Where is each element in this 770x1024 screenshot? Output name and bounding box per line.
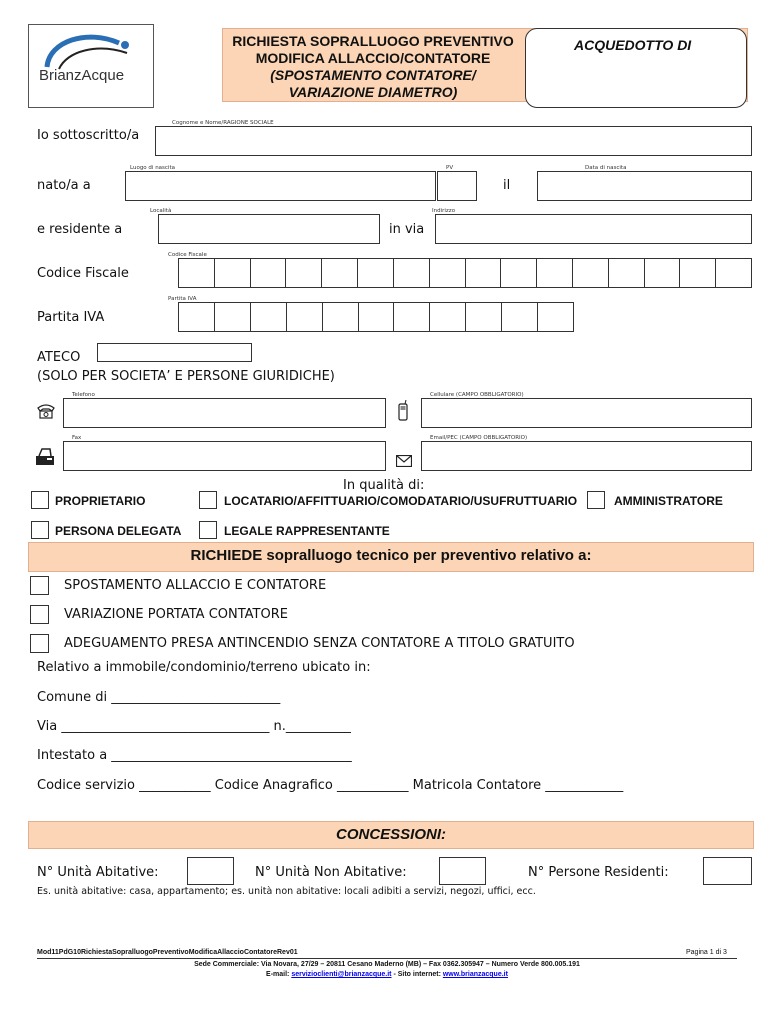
checkbox-spostamento[interactable] (30, 576, 49, 595)
checkbox-legale-rappresentante[interactable] (199, 521, 217, 539)
doc-code: Mod11PdG10RichiestaSopralluogoPreventivoModificaAllaccioContatoreRev01 (37, 949, 298, 956)
pv-hint: PV (446, 165, 454, 171)
logo-text: BrianzAcque (39, 67, 125, 84)
relativo-text: Relativo a immobile/condominio/terreno ubicato in: (37, 660, 371, 675)
acquedotto-field[interactable] (525, 28, 747, 108)
indirizzo-hint: Indirizzo (432, 208, 456, 214)
cellulare-hint: Cellulare (CAMPO OBBLIGATORIO) (430, 392, 524, 398)
unita-non-abitative-label: N° Unità Non Abitative: (255, 865, 407, 880)
fax-icon (35, 448, 55, 466)
qualita-heading: In qualità di: (343, 478, 425, 493)
telephone-icon (36, 403, 56, 419)
label-legale-rappresentante: LEGALE RAPPRESENTANTE (224, 524, 390, 538)
checkbox-adeguamento[interactable] (30, 634, 49, 653)
label-locatario: LOCATARIO/AFFITTUARIO/COMODATARIO/USUFRUTTUARIO (224, 494, 578, 508)
richiede-heading: RICHIEDE sopralluogo tecnico per preventivo relativo a: (190, 547, 592, 564)
label-adeguamento: ADEGUAMENTO PRESA ANTINCENDIO SENZA CONTATORE A TITOLO GRATUITO (64, 636, 575, 651)
cellulare-input[interactable] (421, 398, 752, 428)
sede-commerciale: Sede Commerciale: Via Novara, 27/29 – 20811 Cesano Maderno (MB) – Fax 0362.305947 – Numero Verde 800.005.191 (194, 961, 580, 968)
ateco-label: ATECO (37, 350, 81, 365)
checkbox-proprietario[interactable] (31, 491, 49, 509)
via-field[interactable]: Via ________________________________ n.__________ (37, 719, 351, 734)
il-label: il (503, 178, 511, 193)
title-line-3: (SPOSTAMENTO CONTATORE/ (270, 67, 476, 83)
email-link[interactable]: servizioclienti@brianzacque.it (291, 971, 392, 978)
nato-label: nato/a a (37, 178, 91, 193)
persone-residenti-label: N° Persone Residenti: (528, 865, 669, 880)
unita-abitative-input[interactable] (187, 857, 234, 885)
localita-input[interactable] (158, 214, 380, 244)
checkbox-amministratore[interactable] (587, 491, 605, 509)
intestato-field[interactable]: Intestato a _____________________________________ (37, 748, 352, 763)
label-variazione: VARIAZIONE PORTATA CONTATORE (64, 607, 288, 622)
label-persona-delegata: PERSONA DELEGATA (55, 524, 182, 538)
provincia-input[interactable] (437, 171, 477, 201)
form-title (222, 33, 524, 101)
comune-field[interactable]: Comune di __________________________ (37, 690, 281, 705)
codici-fields[interactable]: Codice servizio ___________ Codice Anagrafico ___________ Matricola Contatore ____________ (37, 778, 624, 793)
label-amministratore: AMMINISTRATORE (614, 494, 723, 508)
partita-iva-label: Partita IVA (37, 310, 105, 325)
residente-label: e residente a (37, 222, 123, 237)
website-link[interactable]: www.brianzacque.it (442, 971, 508, 978)
title-line-4: VARIAZIONE DIAMETRO) (288, 84, 458, 100)
title-line-2: MODIFICA ALLACCIO/CONTATORE (255, 50, 491, 66)
checkbox-locatario[interactable] (199, 491, 217, 509)
cf-hint: Codice Fiscale (168, 252, 207, 258)
cognome-input[interactable] (155, 126, 752, 156)
codice-fiscale-cells[interactable] (178, 258, 752, 288)
concessioni-note: Es. unità abitative: casa, appartamento; es. unità non abitative: locali adibiti a servizi, negozi, uffici, ecc. (37, 886, 536, 897)
data-hint: Data di nascita (585, 165, 627, 171)
persone-residenti-input[interactable] (703, 857, 752, 885)
data-nascita-input[interactable] (537, 171, 752, 201)
email-prefix: E-mail: (266, 971, 292, 978)
acquedotto-label: ACQUEDOTTO DI (574, 37, 692, 53)
piva-hint: Partita IVA (168, 296, 197, 302)
in-via-label: in via (389, 222, 425, 237)
logo-frame (28, 24, 154, 108)
ateco-input[interactable] (97, 343, 252, 362)
page-number: Pagina 1 di 3 (686, 949, 727, 956)
email-hint: Email/PEC (CAMPO OBBLIGATORIO) (430, 435, 528, 441)
telefono-input[interactable] (63, 398, 386, 428)
codice-fiscale-label: Codice Fiscale (37, 266, 129, 281)
title-line-1: RICHIESTA SOPRALLUOGO PREVENTIVO (232, 33, 514, 49)
envelope-icon (396, 455, 412, 467)
luogo-hint: Luogo di nascita (130, 165, 175, 171)
partita-iva-cells[interactable] (178, 302, 574, 332)
email-input[interactable] (421, 441, 752, 471)
footer-rule (37, 958, 737, 959)
label-proprietario: PROPRIETARIO (55, 494, 146, 508)
indirizzo-input[interactable] (435, 214, 752, 244)
label-spostamento: SPOSTAMENTO ALLACCIO E CONTATORE (64, 578, 327, 593)
telefono-hint: Telefono (72, 392, 95, 398)
mobile-phone-icon (397, 400, 409, 422)
footer-contacts (37, 971, 737, 978)
unita-non-abitative-input[interactable] (439, 857, 486, 885)
cognome-hint: Cognome e Nome/RAGIONE SOCIALE (172, 120, 274, 126)
checkbox-variazione[interactable] (30, 605, 49, 624)
localita-hint: Località (150, 208, 172, 214)
concessioni-heading: CONCESSIONI: (335, 826, 446, 843)
luogo-nascita-input[interactable] (125, 171, 436, 201)
ateco-note: (SOLO PER SOCIETA’ E PERSONE GIURIDICHE) (37, 369, 335, 384)
checkbox-persona-delegata[interactable] (31, 521, 49, 539)
sottoscritto-label: Io sottoscritto/a (37, 128, 140, 143)
fax-hint: Fax (72, 435, 82, 441)
fax-input[interactable] (63, 441, 386, 471)
unita-abitative-label: N° Unità Abitative: (37, 865, 159, 880)
site-prefix: - Sito internet: (391, 971, 443, 978)
